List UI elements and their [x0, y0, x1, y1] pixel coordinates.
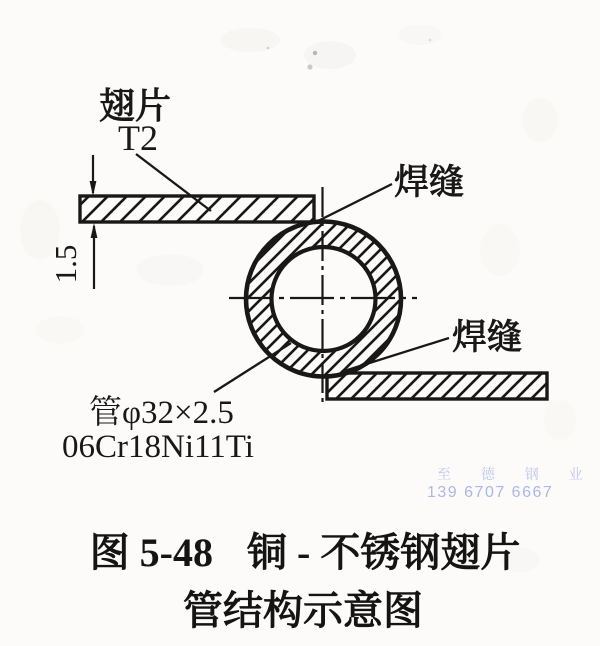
weld-label-top: 焊缝 — [394, 163, 465, 202]
watermark-phone: 139 6707 6667 — [427, 484, 554, 501]
caption-line1 — [90, 530, 521, 575]
caption-figure-number: 图 5-48 — [89, 530, 213, 575]
caption-figure-title: 铜 - 不锈钢翅片 — [247, 530, 521, 575]
caption-line2: 管结构示意图 — [183, 588, 423, 633]
figure-caption — [90, 530, 521, 633]
fin-bar-bottom — [327, 373, 547, 399]
tube-spec-label: 管φ32×2.5 — [89, 395, 234, 431]
watermark-company: 至 德 钢 业 — [437, 466, 596, 482]
weld-label-bottom: 焊缝 — [452, 318, 523, 357]
fin-thickness-value: 1.5 — [48, 244, 83, 284]
dimension-arrow-up — [91, 223, 98, 238]
tube-spec-leader-line — [214, 343, 291, 392]
fin-material-label: T2 — [118, 118, 158, 158]
weld-top-leader-line — [318, 184, 392, 221]
watermark — [427, 466, 596, 501]
tube-material-label: 06Cr18Ni11Ti — [62, 429, 254, 465]
fin-label: 翅片 — [98, 86, 172, 126]
dimension-arrow-down — [90, 181, 97, 196]
